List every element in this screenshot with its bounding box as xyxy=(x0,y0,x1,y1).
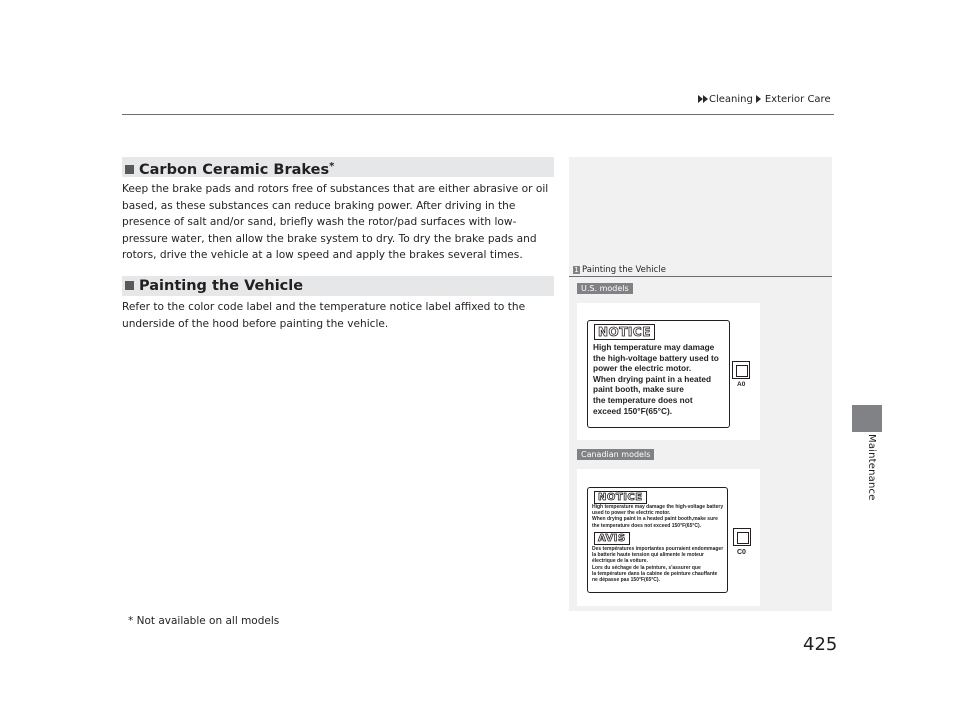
asterisk-marker: * xyxy=(329,161,335,172)
breadcrumb xyxy=(698,94,831,105)
side-note-title[interactable]: Painting the Vehicle xyxy=(582,265,666,275)
side-note-divider xyxy=(569,276,832,277)
arrow-icon xyxy=(756,95,761,103)
chapter-tab-label[interactable]: Maintenance xyxy=(866,434,877,501)
section-title: Painting the Vehicle xyxy=(139,278,304,294)
page-number: 425 xyxy=(803,634,838,655)
us-notice-label-image xyxy=(577,303,760,440)
canadian-notice-card xyxy=(587,487,728,593)
section-title: Carbon Ceramic Brakes xyxy=(139,162,330,178)
color-code-square-icon xyxy=(733,528,751,546)
us-notice-card xyxy=(587,320,730,428)
canadian-models-tag: Canadian models xyxy=(577,449,654,460)
breadcrumb-item-exterior-care[interactable]: Exterior Care xyxy=(764,94,831,105)
canadian-color-code: C0 xyxy=(737,549,746,556)
us-color-code: A0 xyxy=(737,381,746,388)
canadian-avis-text: Des températures importantes pourraient endommager la batterie haute tension qui alimente le moteur électrique de la voiture. Lors du séchage de la peinture, s'assurer que la température dans la cabine de peinture chauffante ne dépasse pas 150°F(65°C). xyxy=(592,546,724,584)
arrow-icon xyxy=(703,95,708,103)
painting-paragraph: Refer to the color code label and the temperature notice label affixed to the underside of the hood before painting the vehicle. xyxy=(122,301,526,330)
color-code-square-icon xyxy=(732,361,750,379)
breadcrumb-item-cleaning[interactable]: Cleaning xyxy=(709,94,753,105)
canadian-notice-label-image xyxy=(577,469,760,606)
notice-title: NOTICE xyxy=(594,491,647,504)
canadian-notice-text: High temperature may damage the high-voltage battery used to power the electric motor. When drying paint in a heated paint booth,make sure the temperature does not exceed 150°F(65°C). xyxy=(592,504,724,529)
square-bullet-icon xyxy=(125,281,134,290)
section-heading-painting-the-vehicle xyxy=(122,276,554,296)
avis-title: AVIS xyxy=(594,532,630,545)
notice-title: NOTICE xyxy=(594,324,655,340)
us-notice-text: High temperature may damage the high-voltage battery used to power the electric motor. When drying paint in a heated paint booth, make sure the temperature does not exceed 150°F(65°C). xyxy=(593,342,719,416)
chapter-tab[interactable] xyxy=(852,405,882,432)
side-note-heading xyxy=(573,265,666,275)
us-models-tag: U.S. models xyxy=(577,283,633,294)
footnote: * Not available on all models xyxy=(128,615,280,627)
note-number-badge: 1 xyxy=(574,266,579,274)
carbon-brakes-paragraph: Keep the brake pads and rotors free of substances that are either abrasive or oil based, as these substances can reduce braking power. After driving in the presence of salt and/or sand, briefly wash the rotor/pad surfaces with low-pressure water, then allow the brake system to dry. To dry the brake pads and rotors, drive the vehicle at a low speed and apply the brakes several times. xyxy=(122,183,549,261)
square-bullet-icon xyxy=(125,165,134,174)
header-divider xyxy=(122,114,834,115)
section-heading-carbon-ceramic-brakes xyxy=(122,157,554,177)
